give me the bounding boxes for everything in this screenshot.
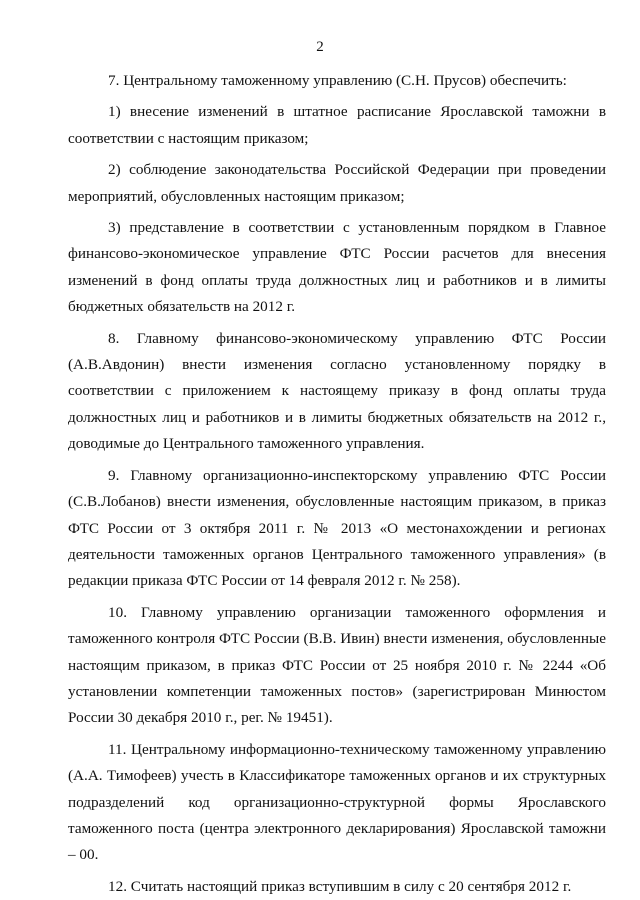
paragraph-7-item-3: 3) представление в соответствии с установленным порядком в Главное финансово-экономическое управление ФТС России расчетов для внесения изменений в фонд оплаты труда должностных лиц и работников и в лимиты бюджетных обязательств на 2012 г. xyxy=(68,219,610,316)
paragraph-9: 9. Главному организационно-инспекторскому управлению ФТС России (С.В.Лобанов) внести изменения, обусловленные настоящим приказом, в приказ ФТС России от 3 октября 2011 г. № 2013 «О местонахождении и регионах деятельности таможенных органов Центрального таможенного управления» (в редакции приказа ФТС России от 14 февраля 2012 г. № 258). xyxy=(68,466,610,590)
paragraph-11: 11. Центральному информационно-техническому таможенному управлению (А.А. Тимофеев) учесть в Классификаторе таможенных органов и их структурных подразделений код организационно-структурной формы Ярославского таможенного поста (центра электронного декларирования) Ярославской таможни – 00. xyxy=(68,740,610,864)
paragraph-7: 7. Центральному таможенному управлению (С.Н. Прусов) обеспечить: xyxy=(108,72,567,89)
paragraph-8: 8. Главному финансово-экономическому управлению ФТС России (А.В.Авдонин) внести изменения согласно установленному порядку в соответствии с приложением к настоящему приказу в фонд оплаты труда должностных лиц и работников и в лимиты бюджетных обязательств на 2012 г., доводимые до Центрального таможенного управления. xyxy=(68,329,610,453)
document-body xyxy=(68,68,610,900)
paragraph-10: 10. Главному управлению организации таможенного оформления и таможенного контроля ФТС России (В.В. Ивин) внести изменения, обусловленные настоящим приказом, в приказ ФТС России от 25 ноября 2010 г. № 2244 «Об установлении компетенции таможенных постов» (зарегистрирован Минюстом России 30 декабря 2010 г., рег. № 19451). xyxy=(68,603,610,727)
paragraph-7-item-1: 1) внесение изменений в штатное расписание Ярославской таможни в соответствии с настоящим приказом; xyxy=(68,103,610,147)
page-number: 2 xyxy=(316,39,324,55)
paragraph-7-item-2: 2) соблюдение законодательства Российской Федерации при проведении мероприятий, обусловленных настоящим приказом; xyxy=(68,161,610,205)
paragraph-12: 12. Считать настоящий приказ вступившим в силу с 20 сентября 2012 г. xyxy=(108,877,572,895)
